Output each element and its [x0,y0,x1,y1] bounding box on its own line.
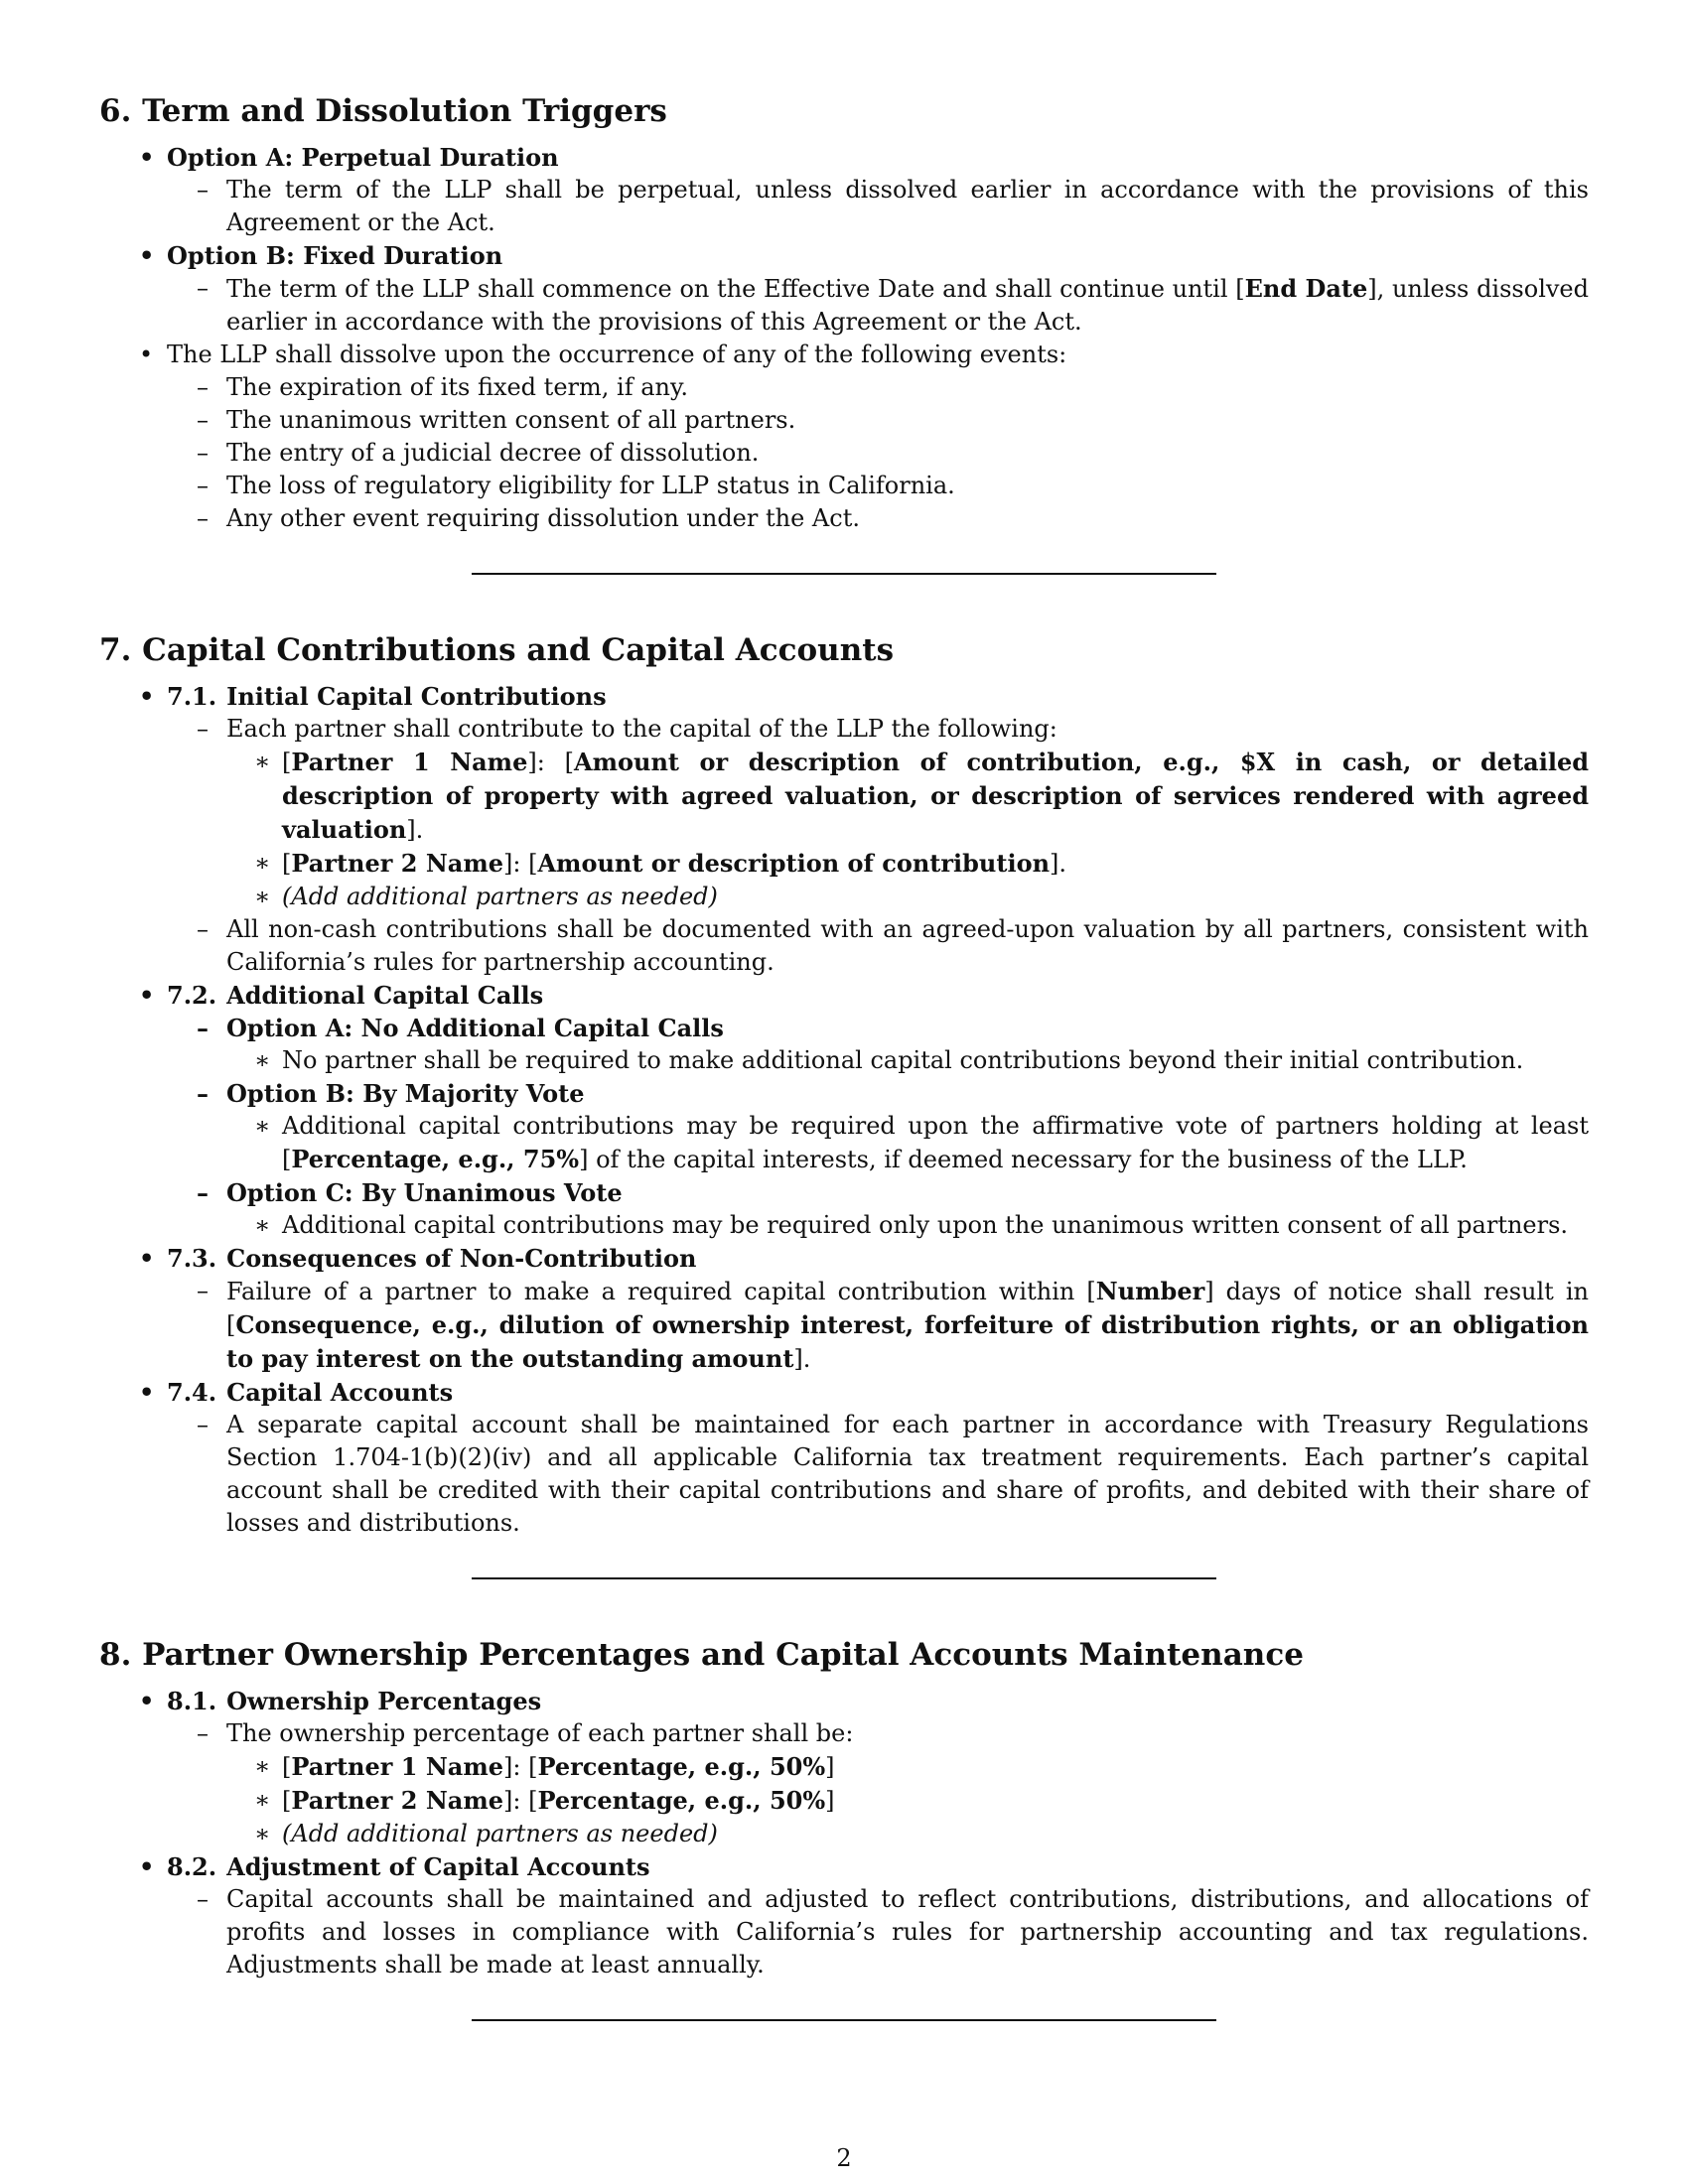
percentage-placeholder: Percentage, e.g., 75% [291,1145,580,1173]
partner-2-name-placeholder: Partner 2 Name [291,1786,503,1815]
s8-1-text: – The ownership percentage of each partner shall be: [226,1717,1589,1750]
s6-option-b-heading: • Option B: Fixed Duration [167,239,1589,272]
s7-3-number: 7.3. [167,1244,217,1273]
dissolution-event: – The entry of a judicial decree of dissolution. [226,437,1589,470]
s7-3-title: Consequences of Non-Contribution [226,1244,697,1273]
s7-3-mid: ] days of notice shall result in [ [226,1278,1589,1339]
s7-3-text [226,1275,1589,1376]
s7-2-option-a-heading: – Option A: No Additional Capital Calls [226,1012,1589,1044]
s6-option-b-post: ], unless dissolved earlier in accordance with the provisions of this Agreement or the Act. [226,275,1589,336]
s6-option-b-text [226,272,1589,339]
section-8-heading: 8. Partner Ownership Percentages and Capital Accounts Maintenance [99,1637,1304,1673]
s7-1-heading [167,680,1589,713]
add-partners-note: ∗ (Add additional partners as needed) [282,1818,1589,1850]
partner-1-contribution: ∗ [Partner 1 Name]: [Amount or description of contribution, e.g., $X in cash, or detailed description of property with agreed valuation, or description of services rendered with agreed valuation]. [282,746,1589,847]
s7-3-post: ]. [793,1345,811,1373]
partner-1-contribution-placeholder: Amount or description of contribution, e.g., $X in cash, or detailed description of property with agreed valuation, or description of services rendered with agreed valuation [282,748,1589,844]
s7-1-text: – Each partner shall contribute to the capital of the LLP the following: [226,713,1589,746]
s7-3-pre: Failure of a partner to make a required capital contribution within [ [226,1278,1096,1305]
partner-2-ownership: ∗ [Partner 2 Name]: [Percentage, e.g., 50%] [282,1784,1589,1818]
page-number: 2 [836,2144,852,2172]
add-partners-note: ∗ (Add additional partners as needed) [282,881,1589,913]
s7-2-option-c-text: ∗ Additional capital contributions may be required only upon the unanimous written consent of all partners. [282,1209,1589,1242]
partner-1-name-placeholder: Partner 1 Name [291,1752,503,1781]
s7-2-option-b-heading: – Option B: By Majority Vote [226,1077,1589,1110]
consequence-placeholder: Consequence, e.g., dilution of ownership interest, forfeiture of distribution rights, or an obligation to pay interest on the outstanding amount [226,1310,1589,1373]
s7-2-heading [167,979,1589,1012]
s8-1-number: 8.1. [167,1687,217,1715]
s7-2-option-b-pre: Additional capital contributions may be required upon the affirmative vote of partners holding at least [ [282,1112,1589,1173]
s7-4-text: – A separate capital account shall be maintained for each partner in accordance with Treasury Regulations Section 1.704-1(b)(2)(iv) and all applicable California tax treatment requirements. Each partner’s capital account shall be credited with their capital contributions and share of profits, and debited with their share of losses and distributions. [226,1409,1589,1540]
s6-dissolve-intro: • The LLP shall dissolve upon the occurrence of any of the following events: [167,339,1589,371]
document-page [99,91,1589,2077]
section-divider [472,1577,1216,1579]
s7-1-title: Initial Capital Contributions [226,682,607,711]
s7-3-heading [167,1242,1589,1275]
s8-1-title: Ownership Percentages [226,1687,542,1715]
s7-4-title: Capital Accounts [226,1378,454,1407]
dissolution-event: – The loss of regulatory eligibility for LLP status in California. [226,470,1589,502]
partner-1-ownership: ∗ [Partner 1 Name]: [Percentage, e.g., 50%] [282,1750,1589,1784]
section-divider [472,2019,1216,2021]
section-divider [472,573,1216,575]
s7-2-number: 7.2. [167,981,217,1010]
partner-1-name-placeholder: Partner 1 Name [291,748,528,776]
section-6-heading: 6. Term and Dissolution Triggers [99,93,667,129]
dissolution-event: – The expiration of its fixed term, if any. [226,371,1589,404]
partner-1-percentage-placeholder: Percentage, e.g., 50% [537,1752,826,1781]
s7-2-option-a-text: ∗ No partner shall be required to make additional capital contributions beyond their initial contribution. [282,1044,1589,1077]
s7-2-option-b-post: ] of the capital interests, if deemed necessary for the business of the LLP. [579,1146,1468,1173]
s8-1-heading [167,1685,1589,1717]
s6-option-a-text: – The term of the LLP shall be perpetual, unless dissolved earlier in accordance with the provisions of this Agreement or the Act. [226,174,1589,239]
s7-2-title: Additional Capital Calls [226,981,544,1010]
s7-4-heading [167,1376,1589,1409]
s8-2-heading [167,1850,1589,1883]
s7-2-option-c-heading: – Option C: By Unanimous Vote [226,1176,1589,1209]
s7-1-number: 7.1. [167,682,217,711]
s7-2-option-b-text [282,1110,1589,1176]
s6-option-a-heading: • Option A: Perpetual Duration [167,141,1589,174]
partner-2-percentage-placeholder: Percentage, e.g., 50% [537,1786,826,1815]
s8-2-title: Adjustment of Capital Accounts [226,1852,650,1881]
partner-2-name-placeholder: Partner 2 Name [291,849,503,878]
number-placeholder: Number [1095,1277,1205,1305]
s7-4-number: 7.4. [167,1378,217,1407]
partner-2-contribution: ∗ [Partner 2 Name]: [Amount or description of contribution]. [282,847,1589,881]
end-date-placeholder: End Date [1244,274,1368,303]
partner-2-contribution-placeholder: Amount or description of contribution [537,849,1051,878]
non-cash-contributions-text: – All non-cash contributions shall be documented with an agreed-upon valuation by all partners, consistent with California’s rules for partnership accounting. [226,913,1589,979]
dissolution-event: – The unanimous written consent of all partners. [226,404,1589,437]
section-7-heading: 7. Capital Contributions and Capital Accounts [99,632,895,668]
s8-2-number: 8.2. [167,1852,217,1881]
dissolution-event: – Any other event requiring dissolution under the Act. [226,502,1589,535]
s6-option-b-pre: The term of the LLP shall commence on the Effective Date and shall continue until [ [226,275,1245,303]
s8-2-text: – Capital accounts shall be maintained and adjusted to reflect contributions, distributions, and allocations of profits and losses in compliance with California’s rules for partnership accounting and tax regulations. Adjustments shall be made at least annually. [226,1883,1589,1981]
